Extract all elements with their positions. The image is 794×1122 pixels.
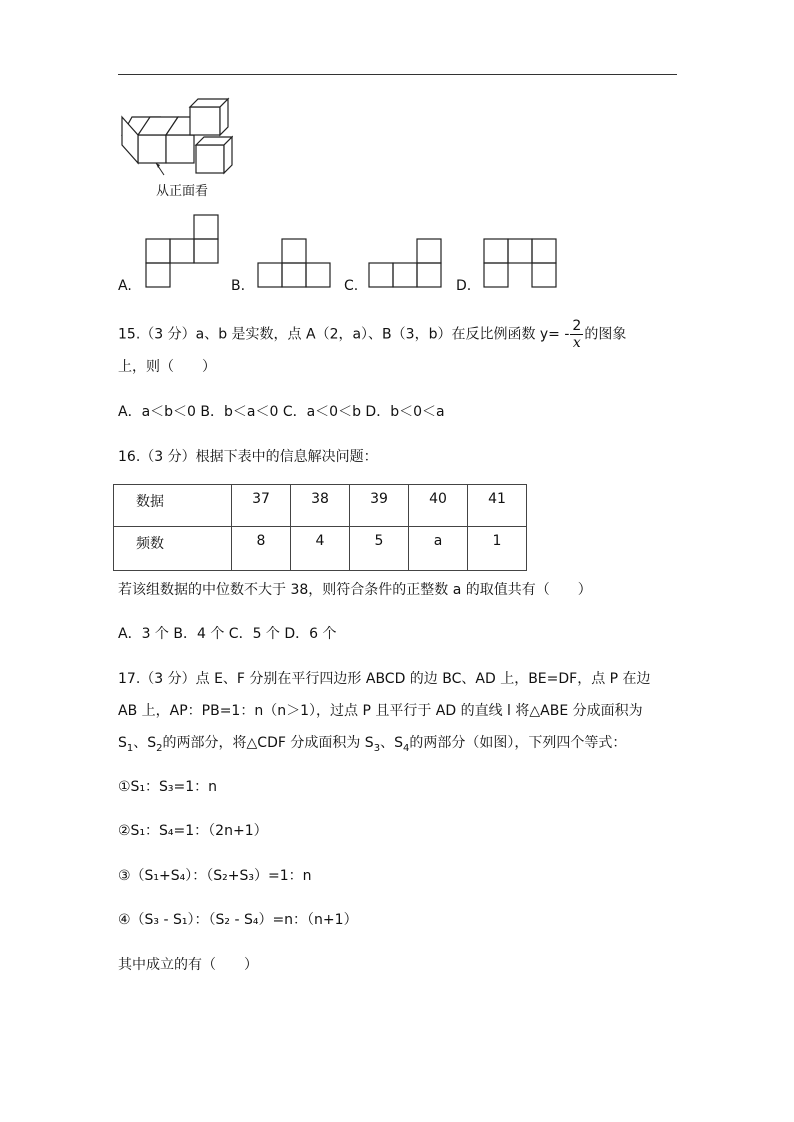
table-row	[114, 485, 527, 527]
q17-line3-text: 的两部分，将△CDF 分成面积为 S	[162, 735, 374, 751]
table-cell: 37	[232, 485, 291, 527]
q16-options: A．3 个 B．4 个 C．5 个 D．6 个	[118, 626, 337, 642]
q17-eq3: ③（S₁+S₄）：（S₂+S₃）=1：n	[118, 868, 312, 884]
figure-caption: 从正面看	[156, 184, 209, 199]
q15-frac-den: x	[572, 335, 581, 351]
table-row1-head: 数据	[114, 485, 232, 527]
q16-data-table	[113, 484, 527, 571]
table-row	[114, 527, 527, 571]
q17-line1: 17.（3 分）点 E、F 分别在平行四边形 ABCD 的边 BC、AD 上，BE=DF，点 P 在边	[118, 671, 651, 687]
table-cell: 5	[350, 527, 409, 571]
q15-stem	[118, 318, 626, 351]
q17-s-label: S	[118, 735, 127, 751]
q17-eq4: ④（S₃ - S₁）：（S₂ - S₄）=n：（n+1）	[118, 912, 358, 928]
q15-stem-after: 的图象	[584, 326, 627, 343]
table-cell: 1	[468, 527, 527, 571]
q17-line3-tail: 的两部分（如图），下列四个等式：	[409, 735, 627, 751]
q15-options: A．a＜b＜0 B．b＜a＜0 C．a＜0＜b D．b＜0＜a	[118, 404, 445, 420]
q17-line3: $S_1$、$S_2$的两部分，将△CDF 分成面积为 $S_3$、$S_4$的两部分（如图），下列四个等式：	[118, 735, 627, 754]
q17-eq2: ②S₁：S₄=1：（2n+1）	[118, 823, 268, 839]
option-c-label: C.	[344, 278, 359, 294]
q15-stem-line2: 上，则（ ）	[118, 359, 216, 375]
option-b-view	[257, 238, 333, 288]
option-a-label: A.	[118, 278, 132, 294]
q15-frac-num: 2	[572, 318, 582, 334]
table-row2-head: 频数	[114, 527, 232, 571]
option-b-label: B.	[231, 278, 246, 294]
table-cell: 38	[291, 485, 350, 527]
table-cell: 39	[350, 485, 409, 527]
option-c-view	[368, 238, 444, 288]
q15-stem-before: 15.（3 分）a、b 是实数，点 A（2，a）、B（3，b）在反比例函数 y= -	[118, 326, 570, 343]
table-cell: 41	[468, 485, 527, 527]
table-cell: 40	[409, 485, 468, 527]
q16-stem: 16.（3 分）根据下表中的信息解决问题：	[118, 449, 378, 465]
table-cell: a	[409, 527, 468, 571]
q16-question: 若该组数据的中位数不大于 38，则符合条件的正整数 a 的取值共有（ ）	[118, 582, 592, 598]
q17-closing: 其中成立的有（ ）	[118, 957, 258, 973]
header-rule	[118, 74, 677, 75]
table-cell: 8	[232, 527, 291, 571]
q17-s-label: 、S	[380, 735, 403, 751]
q17-s-label: 、S	[133, 735, 157, 751]
table-cell: 4	[291, 527, 350, 571]
option-d-view	[483, 238, 559, 288]
q17-line2: AB 上，AP：PB=1：n（n＞1），过点 P 且平行于 AD 的直线 l 将△ABE 分成面积为	[118, 703, 643, 719]
option-d-label: D.	[456, 278, 472, 294]
q15-fraction	[570, 318, 583, 351]
option-a-view	[145, 214, 221, 288]
q17-eq1: ①S₁：S₃=1：n	[118, 779, 218, 795]
cube-figure	[118, 95, 233, 177]
